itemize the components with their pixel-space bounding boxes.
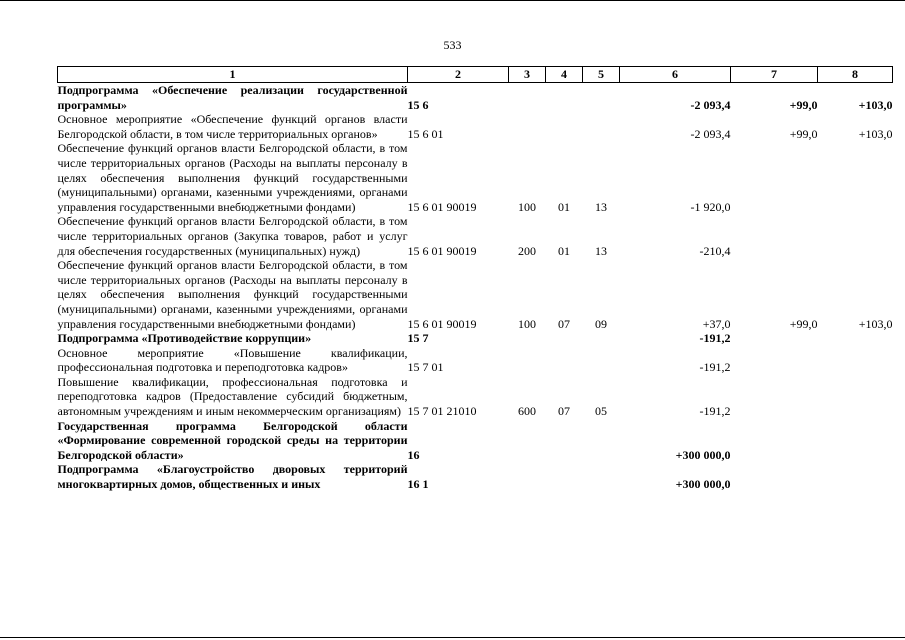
amount-next-year-cell	[731, 419, 818, 463]
amount-next-year-cell	[731, 375, 818, 419]
amount-year-after-cell: +103,0	[858, 126, 893, 141]
type-cell: 600	[518, 404, 536, 419]
code-cell: 15 6 01 90019	[407, 316, 477, 331]
amount-year-after-cell	[818, 214, 893, 258]
code-cell: 15 6 01 90019	[407, 243, 477, 258]
description-cell: Обеспечение функций органов власти Белгородской области, в том числе территориальных органов (Расходы на выплаты персоналу в целях обеспечения выполнения функций государственными (муниципальными) органами, казенными учреждениями, органами управления государственными внебюджетными фондами)	[57, 141, 408, 214]
amount-next-year-cell	[731, 346, 818, 375]
code-cell: 15 7	[407, 331, 429, 346]
section-cell: 01	[558, 199, 570, 214]
table-row	[58, 83, 893, 113]
amount-cell: -2 093,4	[690, 126, 731, 141]
amount-year-after-cell	[818, 419, 893, 463]
code-cell: 15 6 01 90019	[407, 199, 477, 214]
subsection-cell: 05	[595, 404, 607, 419]
subsection-cell	[583, 462, 620, 491]
amount-cell: -191,2	[699, 404, 731, 419]
page-number: 533	[443, 38, 462, 52]
col-header-8: 8	[818, 67, 893, 83]
type-cell	[509, 112, 546, 141]
budget-table	[57, 66, 893, 492]
table-row	[58, 258, 893, 331]
amount-cell: -2 093,4	[690, 97, 731, 112]
table-body	[58, 83, 893, 492]
section-cell: 01	[558, 243, 570, 258]
subsection-cell	[583, 331, 620, 346]
code-cell: 15 6	[407, 97, 429, 112]
description-cell: Подпрограмма «Противодействие коррупции»	[57, 331, 312, 346]
subsection-cell: 13	[595, 199, 607, 214]
amount-next-year-cell	[731, 141, 818, 214]
code-cell: 16	[407, 447, 420, 462]
type-cell: 100	[518, 316, 536, 331]
type-cell: 200	[518, 243, 536, 258]
section-cell	[546, 83, 583, 113]
scan-top-border	[0, 0, 905, 1]
type-cell	[509, 83, 546, 113]
subsection-cell	[583, 112, 620, 141]
section-cell	[546, 462, 583, 491]
amount-next-year-cell: +99,0	[789, 316, 818, 331]
table-row	[58, 462, 893, 491]
section-cell: 07	[558, 404, 570, 419]
amount-next-year-cell	[731, 331, 818, 346]
amount-cell: -191,2	[699, 331, 731, 346]
amount-next-year-cell: +99,0	[789, 126, 818, 141]
subsection-cell	[583, 83, 620, 113]
description-cell: Государственная программа Белгородской области «Формирование современной городской среды на территории Белгородской области»	[57, 418, 408, 462]
subsection-cell: 13	[595, 243, 607, 258]
section-cell	[546, 112, 583, 141]
amount-next-year-cell: +99,0	[789, 97, 818, 112]
code-cell: 16 1	[407, 477, 429, 492]
section-cell	[546, 331, 583, 346]
table-row	[58, 112, 893, 141]
code-cell: 15 6 01	[407, 126, 444, 141]
amount-year-after-cell	[818, 331, 893, 346]
type-cell	[509, 419, 546, 463]
amount-cell: +300 000,0	[675, 447, 731, 462]
table-row	[58, 346, 893, 375]
subsection-cell	[583, 346, 620, 375]
table-row	[58, 419, 893, 463]
table-row	[58, 331, 893, 346]
table-row	[58, 141, 893, 214]
col-header-4: 4	[546, 67, 583, 83]
description-cell: Основное мероприятие «Обеспечение функций органов власти Белгородской области, в том числе территориальных органов»	[57, 112, 408, 141]
amount-cell: -191,2	[699, 360, 731, 375]
amount-cell: +37,0	[702, 316, 731, 331]
table-row	[58, 214, 893, 258]
amount-next-year-cell	[731, 214, 818, 258]
subsection-cell	[583, 419, 620, 463]
amount-year-after-cell: +103,0	[858, 97, 893, 112]
amount-year-after-cell	[818, 375, 893, 419]
table-header-row	[58, 67, 893, 83]
description-cell: Обеспечение функций органов власти Белгородской области, в том числе территориальных органов (Расходы на выплаты персоналу в целях обеспечения выполнения функций государственными (муниципальными) органами, казенными учреждениями, органами управления государственными внебюджетными фондами)	[57, 258, 408, 331]
amount-year-after-cell	[818, 141, 893, 214]
type-cell	[509, 346, 546, 375]
table-row	[58, 375, 893, 419]
section-cell	[546, 346, 583, 375]
col-header-5: 5	[583, 67, 620, 83]
col-header-3: 3	[509, 67, 546, 83]
amount-cell: -210,4	[699, 243, 731, 258]
subsection-cell: 09	[595, 316, 607, 331]
description-cell: Подпрограмма «Обеспечение реализации государственной программы»	[57, 83, 408, 112]
amount-cell: -1 920,0	[690, 199, 731, 214]
col-header-6: 6	[620, 67, 731, 83]
amount-year-after-cell: +103,0	[858, 316, 893, 331]
type-cell	[509, 331, 546, 346]
code-cell: 15 7 01	[407, 360, 444, 375]
description-cell: Основное мероприятие «Повышение квалификации, профессиональная подготовка и переподготовка кадров»	[57, 345, 408, 375]
scan-bottom-border	[0, 637, 905, 638]
amount-year-after-cell	[818, 346, 893, 375]
section-cell	[546, 419, 583, 463]
amount-next-year-cell	[731, 462, 818, 491]
description-cell: Подпрограмма «Благоустройство дворовых территорий многоквартирных домов, общественных и иных	[57, 462, 408, 492]
amount-year-after-cell	[818, 462, 893, 491]
type-cell	[509, 462, 546, 491]
col-header-2: 2	[408, 67, 509, 83]
type-cell: 100	[518, 199, 536, 214]
col-header-7: 7	[731, 67, 818, 83]
code-cell: 15 7 01 21010	[407, 404, 477, 419]
amount-cell: +300 000,0	[675, 477, 731, 492]
description-cell: Повышение квалификации, профессиональная подготовка и переподготовка кадров (Предоставление субсидий бюджетным, автономным учреждениям и иным некоммерческим организациям)	[57, 374, 408, 419]
col-header-1: 1	[58, 67, 408, 83]
section-cell: 07	[558, 316, 570, 331]
description-cell: Обеспечение функций органов власти Белгородской области, в том числе территориальных органов (Закупка товаров, работ и услуг для обеспечения государственных (муниципальных) нужд)	[57, 214, 408, 258]
